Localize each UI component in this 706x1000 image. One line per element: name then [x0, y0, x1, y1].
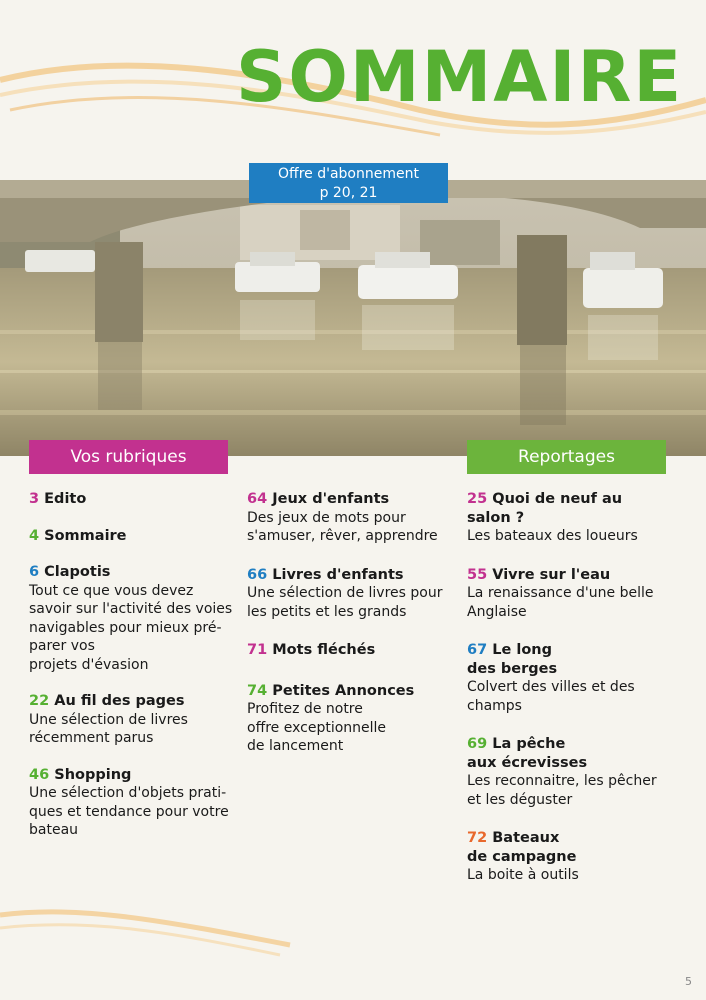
toc-entry-desc-line: parer vos	[29, 638, 95, 654]
toc-entry-clapotis[interactable]	[29, 563, 234, 674]
toc-entry-desc-line: et les déguster	[467, 791, 573, 808]
toc-entry-title: Livres d'enfants	[272, 566, 404, 583]
toc-entry-desc-line: ques et tendance pour votre	[29, 803, 229, 820]
offer-line-1: Offre d'abonnement	[278, 166, 419, 182]
cover-photo-bridge-boats	[0, 180, 706, 456]
toc-entry-desc-line: Profitez de notre	[247, 701, 363, 717]
toc-entry-desc-line: Une sélection d'objets prati-	[29, 785, 227, 801]
toc-entry-desc-line: projets d'évasion	[29, 656, 149, 673]
toc-page-number: 55	[467, 566, 488, 583]
toc-entry-title-line: aux écrevisses	[467, 754, 588, 771]
toc-entry-title: Shopping	[54, 766, 132, 783]
toc-entry-desc-line: offre exceptionnelle	[247, 719, 387, 736]
toc-entry-quoi-de-neuf[interactable]	[467, 490, 667, 546]
toc-entry-title: Le long	[492, 642, 553, 658]
toc-entry-au-fil-des-pages[interactable]	[29, 692, 234, 748]
toc-page-number: 64	[247, 491, 268, 507]
toc-entry-bateaux-de-campagne[interactable]	[467, 829, 667, 885]
toc-page-number: 6	[29, 564, 40, 580]
toc-entry-title-line: salon ?	[467, 509, 525, 526]
toc-entry-title: Vivre sur l'eau	[492, 566, 611, 583]
toc-page-number: 72	[467, 830, 488, 846]
toc-page-number: 25	[467, 491, 488, 507]
subscription-offer-badge[interactable]	[249, 163, 448, 203]
toc-entry-desc-line: récemment parus	[29, 730, 154, 746]
toc-entry-desc-line: Colvert des villes et des	[467, 679, 635, 695]
toc-entry-petites-annonces[interactable]	[247, 682, 447, 756]
toc-page-number: 4	[29, 527, 40, 544]
toc-column-middle	[247, 490, 447, 756]
toc-entry-livres-d-enfants[interactable]	[247, 566, 447, 622]
toc-entry-edito[interactable]	[29, 490, 234, 509]
toc-entry-desc-line: bateau	[29, 822, 79, 838]
toc-entry-desc-line: Une sélection de livres	[29, 711, 188, 728]
toc-entry-title-line: de campagne	[467, 848, 577, 865]
toc-entry-title: Petites Annonces	[272, 682, 415, 699]
toc-page-number: 46	[29, 766, 50, 783]
toc-entry-title: Jeux d'enfants	[272, 491, 390, 507]
toc-page-number: 67	[467, 642, 488, 658]
toc-page-number: 66	[247, 566, 268, 583]
toc-entry-desc-line: navigables pour mieux pré-	[29, 619, 222, 636]
toc-page-number: 22	[29, 693, 50, 709]
toc-entry-desc-line: La boite à outils	[467, 867, 579, 883]
toc-entry-desc-line: La renaissance d'une belle	[467, 585, 654, 601]
decorative-swash-bottom	[0, 900, 300, 960]
toc-entry-title: La pêche	[492, 736, 566, 752]
toc-entry-title: Quoi de neuf au	[492, 491, 623, 507]
toc-entry-title: Mots fléchés	[272, 642, 376, 658]
page-title: SOMMAIRE	[236, 36, 684, 118]
toc-entry-desc-line: Des jeux de mots pour	[247, 509, 406, 526]
toc-entry-title: Bateaux	[492, 830, 560, 846]
toc-page-number: 74	[247, 682, 268, 699]
toc-entry-mots-fleches[interactable]	[247, 641, 447, 660]
toc-column-reportages	[467, 490, 667, 885]
toc-page-number: 69	[467, 736, 488, 752]
page-number: 5	[685, 975, 692, 988]
toc-entry-desc-line: Les reconnaitre, les pêcher	[467, 773, 657, 789]
toc-entry-title-line: des berges	[467, 660, 558, 677]
section-tab-vos-rubriques[interactable]: Vos rubriques	[29, 440, 228, 474]
toc-entry-desc-line: Une sélection de livres pour	[247, 585, 443, 601]
offer-line-2: p 20, 21	[319, 185, 378, 201]
toc-entry-title: Clapotis	[44, 564, 111, 580]
toc-entry-desc-line: Les bateaux des loueurs	[467, 528, 638, 544]
toc-column-rubriques	[29, 490, 234, 840]
toc-page-number: 3	[29, 491, 40, 507]
toc-entry-desc-line: s'amuser, rêver, apprendre	[247, 528, 438, 544]
toc-entry-le-long-des-berges[interactable]	[467, 641, 667, 715]
toc-entry-desc-line: savoir sur l'activité des voies	[29, 601, 233, 617]
toc-entry-title: Edito	[44, 491, 87, 507]
toc-entry-vivre-sur-l-eau[interactable]	[467, 566, 667, 622]
toc-entry-title: Sommaire	[44, 527, 127, 544]
toc-entry-desc-line: les petits et les grands	[247, 603, 407, 620]
toc-entry-sommaire[interactable]	[29, 527, 234, 546]
toc-entry-desc-line: de lancement	[247, 738, 344, 754]
toc-entry-desc-line: Anglaise	[467, 603, 527, 620]
section-tab-reportages[interactable]: Reportages	[467, 440, 666, 474]
toc-entry-desc-line: champs	[467, 697, 522, 714]
toc-entry-shopping[interactable]	[29, 766, 234, 840]
toc-page-number: 71	[247, 642, 268, 658]
toc-entry-jeux-d-enfants[interactable]	[247, 490, 447, 546]
toc-entry-desc-line: Tout ce que vous devez	[29, 582, 194, 599]
toc-entry-la-peche-aux-ecrevisses[interactable]	[467, 735, 667, 809]
toc-entry-title: Au fil des pages	[54, 693, 185, 709]
